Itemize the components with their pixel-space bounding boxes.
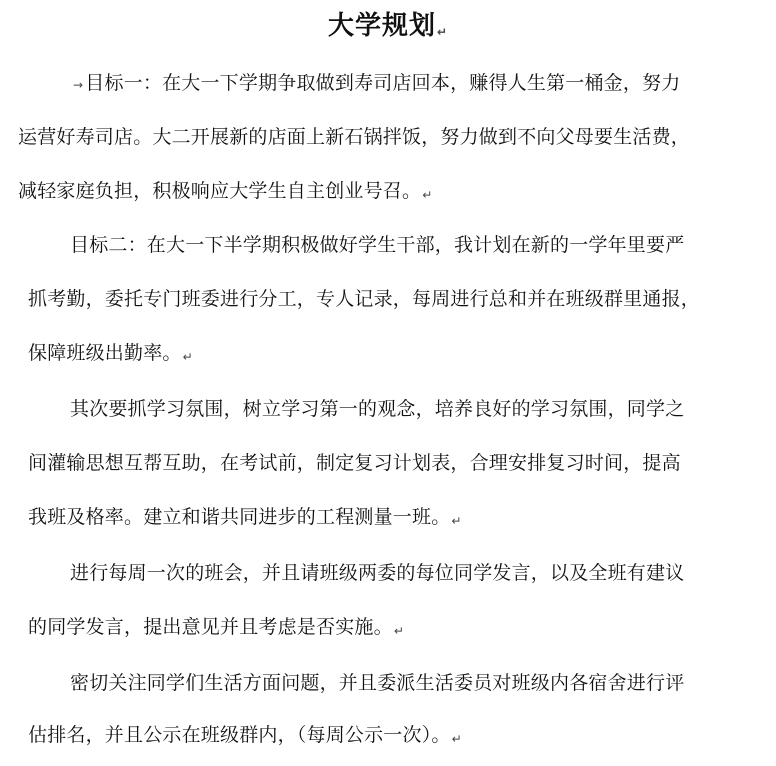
- document-title-text: 大学规划: [327, 11, 436, 41]
- paragraph-1-text-1: 目标一：在大一下学期争取做到寿司店回本，赚得人生第一桶金，努力: [85, 72, 681, 94]
- document-title: [0, 8, 776, 50]
- paragraph-3-line-3: [28, 490, 462, 548]
- paragraph-5-line-1: 密切关注同学们生活方面问题，并且委派生活委员对班级内各宿舍进行评: [70, 672, 685, 694]
- paragraph-5-text-2: 估排名，并且公示在班级群内，（每周公示一次）。: [28, 724, 451, 746]
- paragraph-5-line-2: [28, 708, 462, 766]
- paragraph-4-line-2: [28, 600, 404, 658]
- paragraph-mark-icon: ↵: [451, 514, 462, 528]
- paragraph-4-text-2: 的同学发言，提出意见并且考虑是否实施。: [28, 616, 393, 638]
- paragraph-1-line-3: [18, 164, 432, 222]
- paragraph-3-line-1: 其次要抓学习氛围，树立学习第一的观念，培养良好的学习氛围，同学之: [70, 398, 685, 420]
- paragraph-2-text-3: 保障班级出勤率。: [28, 342, 182, 364]
- paragraph-1-line-2: 运营好寿司店。大二开展新的店面上新石锅拌饭，努力做到不向父母要生活费，: [18, 126, 691, 148]
- paragraph-1-line-1: [73, 56, 680, 112]
- paragraph-2-line-2: 抓考勤，委托专门班委进行分工，专人记录，每周进行总和并在班级群里通报，: [28, 288, 701, 310]
- paragraph-4-line-1: 进行每周一次的班会，并且请班级两委的每位同学发言，以及全班有建议: [70, 562, 685, 584]
- paragraph-2-line-3: [28, 326, 193, 384]
- paragraph-2-line-1: 目标二：在大一下半学期积极做好学生干部，我计划在新的一学年里要严: [70, 234, 685, 256]
- paragraph-mark-icon: ↵: [451, 732, 462, 746]
- paragraph-mark-icon: ↵: [182, 350, 193, 364]
- paragraph-1-text-3: 减轻家庭负担，积极响应大学生自主创业号召。: [18, 180, 422, 202]
- paragraph-mark-icon: ↵: [393, 624, 405, 638]
- tab-arrow-icon: →: [73, 78, 84, 92]
- paragraph-mark-icon: ↵: [436, 25, 449, 39]
- paragraph-3-line-2: 间灌输思想互帮互助，在考试前，制定复习计划表，合理安排复习时间，提高: [28, 452, 681, 474]
- paragraph-mark-icon: ↵: [422, 188, 433, 202]
- paragraph-3-text-3: 我班及格率。建立和谐共同进步的工程测量一班。: [28, 506, 451, 528]
